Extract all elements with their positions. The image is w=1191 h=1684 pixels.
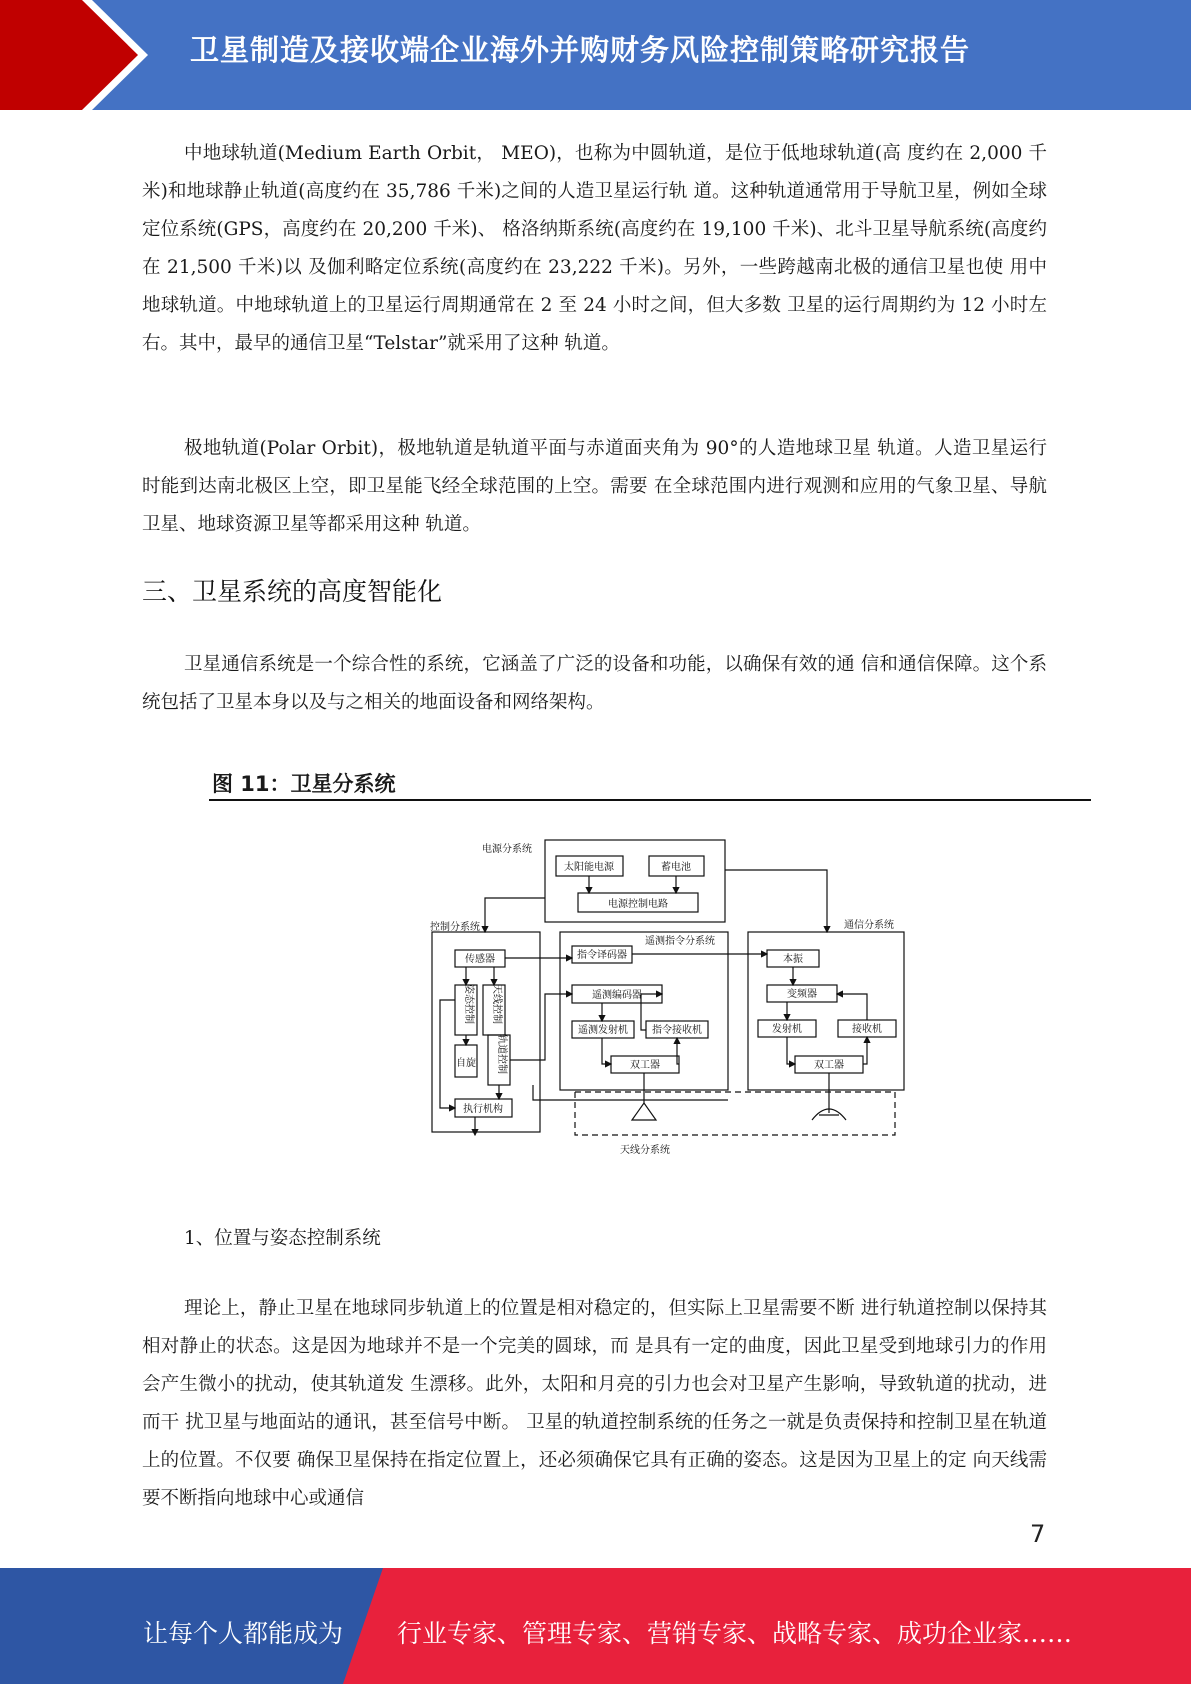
diagram-label-control: 控制分系统 (430, 922, 480, 933)
diagram-label-power-control: 电源控制电路 (608, 899, 668, 910)
paragraph-meo: 中地球轨道(Medium Earth Orbit， MEO)，也称为中圆轨道，是位于低地球轨道(高 度约在 2,000 千米)和地球静止轨道(高度约在 35,786 千米)之间的人造卫星运行轨 道。这种轨道通常用于导航卫星，例如全球定位系统(GPS，高度约在 20,200 千米)、 格洛纳斯系统(高度约在 19,100 千米)、北斗卫星导航系统(高度约在 21,500 千米)以 及伽利略定位系统(高度约在 23,222 千米)。另外，一些跨越南北极的通信卫星也使 用中地球轨道。中地球轨道上的卫星运行周期通常在 2 至 24 小时之间，但大多数 卫星的运行周期约为 12 小时左右。其中，最早的通信卫星“Telstar”就采用了这种 轨道。 (142, 143, 1047, 354)
diagram-label-cmd-rx: 指令接收机 (652, 1025, 702, 1036)
diagram-label-comm: 通信分系统 (844, 920, 894, 931)
paragraph-orbit-control: 理论上，静止卫星在地球同步轨道上的位置是相对稳定的，但实际上卫星需要不断 进行轨道控制以保持其相对静止的状态。这是因为地球并不是一个完美的圆球，而 是具有一定的曲度，因此卫星受到地球引力的作用会产生微小的扰动，使其轨道发 生漂移。此外，太阳和月亮的引力也会对卫星产生影响，导致轨道的扰动，进而干 扰卫星与地面站的通讯，甚至信号中断。 卫星的轨道控制系统的任务之一就是负责保持和控制卫星在轨道上的位置。不仅要 确保卫星保持在指定位置上，还必须确保它具有正确的姿态。这是因为卫星上的定 向天线需要不断指向地球中心或通信 (142, 1298, 1047, 1509)
diagram-label-antenna: 天线分系统 (620, 1145, 670, 1156)
satellite-subsystem-diagram (415, 830, 915, 1160)
diagram-label-transmitter: 发射机 (772, 1024, 802, 1035)
diagram-svg (415, 830, 915, 1160)
subheading-attitude-control: 1、位置与姿态控制系统 (184, 1228, 381, 1249)
footer-slogan-left: 让每个人都能成为 (143, 1619, 344, 1648)
diagram-label-solar: 太阳能电源 (564, 862, 614, 873)
page-footer (0, 1568, 1191, 1684)
diagram-label-tm-encoder: 遥测编码器 (592, 990, 642, 1001)
diagram-label-attitude: 姿态控制 (463, 984, 474, 1024)
diagram-label-diplexer: 双工器 (630, 1060, 660, 1071)
diagram-label-diplexer2: 双工器 (814, 1060, 844, 1071)
figure-caption: 图 11：卫星分系统 (212, 772, 396, 796)
diagram-label-freq-conv: 变频器 (787, 989, 817, 1000)
diagram-label-cmd-decoder: 指令译码器 (577, 950, 627, 961)
diagram-label-orbit-ctrl: 轨道控制 (496, 1034, 507, 1074)
diagram-label-tm-tx: 遥测发射机 (578, 1025, 628, 1036)
footer-slogan-right: 行业专家、管理专家、营销专家、战略专家、成功企业家…… (397, 1619, 1073, 1648)
report-title: 卫星制造及接收端企业海外并购财务风险控制策略研究报告 (190, 33, 971, 67)
figure-rule (209, 799, 1091, 801)
diagram-label-battery: 蓄电池 (661, 862, 691, 873)
diagram-label-local-osc: 本振 (783, 954, 803, 965)
diagram-label-ttc: 遥测指令分系统 (645, 936, 715, 947)
section-heading: 三、卫星系统的高度智能化 (142, 577, 443, 606)
diagram-label-power: 电源分系统 (482, 844, 532, 855)
diagram-label-actuator: 执行机构 (463, 1104, 503, 1115)
page-header (0, 0, 1191, 110)
paragraph-satellite-system: 卫星通信系统是一个综合性的系统，它涵盖了广泛的设备和功能，以确保有效的通 信和通信保障。这个系统包括了卫星本身以及与之相关的地面设备和网络架构。 (142, 654, 1047, 713)
diagram-label-antenna-ctrl: 天线控制 (491, 984, 502, 1024)
diagram-label-sensor: 传感器 (465, 954, 495, 965)
page-number: 7 (1030, 1520, 1046, 1548)
paragraph-polar-orbit: 极地轨道(Polar Orbit)，极地轨道是轨道平面与赤道面夹角为 90°的人造地球卫星 轨道。人造卫星运行时能到达南北极区上空，即卫星能飞经全球范围的上空。需要 在全球范围内进行观测和应用的气象卫星、导航卫星、地球资源卫星等都采用这种 轨道。 (142, 438, 1047, 535)
diagram-label-spin: 自旋 (456, 1058, 476, 1069)
diagram-label-receiver: 接收机 (852, 1024, 882, 1035)
